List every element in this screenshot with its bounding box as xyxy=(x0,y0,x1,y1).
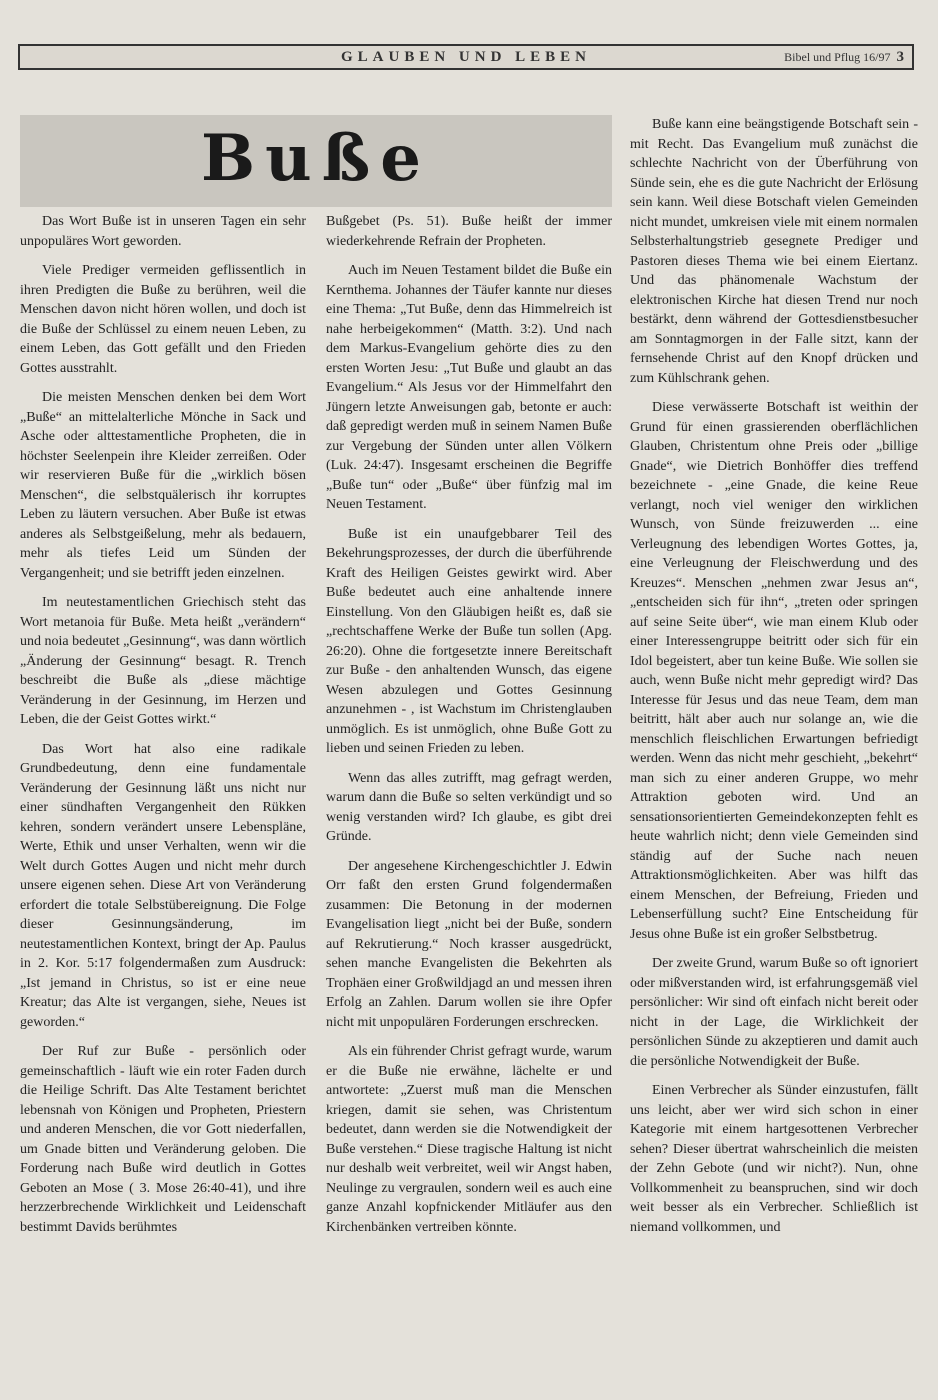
title-banner xyxy=(20,115,612,207)
section-title: GLAUBEN UND LEBEN xyxy=(340,49,592,65)
paragraph: Das Wort Buße ist in unseren Tagen ein sehr unpopuläres Wort geworden. xyxy=(20,214,306,249)
paragraph: Die meisten Menschen denken bei dem Wort „Buße“ an mittelalterliche Mönche in Sack und Asche oder alttestamentliche Propheten, die in höchster Seelenpein ihre Kleider zerreißen. Oder wir reservieren Buße für die „wirklich bösen Menschen“, die selbstquälerisch ihr korruptes Leben zu läutern versuchen. Aber Buße ist etwas anderes als Selbstgeißelung, mehr als bedauern, mehr als tiefes Leid um Sünden der Vergangenheit; und sie betrifft jeden einzelnen. xyxy=(20,390,306,581)
paragraph: Im neutestamentlichen Griechisch steht das Wort metanoia für Buße. Meta heißt „verändern“ und noia bedeutet „Gesinnung“, was dann wörtlich „Änderung der Gesinnung“ besagt. R. Trench beschreibt die Buße als „diese mächtige Veränderung in der Gesinnung, im Herzen und Leben, die der Geist Gottes wirkt.“ xyxy=(20,595,306,727)
paragraph: Bußgebet (Ps. 51). Buße heißt der immer wiederkehrende Refrain der Propheten. xyxy=(326,214,612,249)
article-column-3 xyxy=(630,115,918,1247)
paragraph: Buße kann eine beängstigende Botschaft sein - mit Recht. Das Evangelium muß zunächst die schlechte Nachricht von der Überführung von Sünde sein, ehe es die gute Nachricht der Erlösung sein kann. Weil diese Botschaft vielen Gemeinden nicht mundet, umkreisen viele mit einem normalen Selbsterhaltungstrieb gesegnete Prediger und Pastoren dieses Thema wie bei einem Eiertanz. Und das phänomenale Wachstum der elektronischen Kirche hat diesen Trend nur noch bestärkt, denn während der Gottesdienstbesucher am Sonntagmorgen in der Falle sitzt, kann der fernsehende Christ auf den Knopf drücken und zum Kühlschrank gehen. xyxy=(630,117,918,386)
paragraph: Das Wort hat also eine radikale Grundbedeutung, denn eine fundamentale Veränderung der Gesinnung läßt uns nicht nur einer sündhaften Vergangenheit den Rükken kehren, sondern verändert unsere Lebenspläne, Werte, Ethik und unser Verhalten, wenn wir die Welt durch Gottes Augen und nicht mehr durch unsere eigenen sehen. Diese Art von Veränderung erfordert die totale Selbstübereignung. Die Folge dieser Gesinnungsänderung, im neutestamentlichen Kontext, bringt der Ap. Paulus in 2. Kor. 5:17 folgendermaßen zum Ausdruck: „Ist jemand in Christus, so ist er eine neue Kreatur; das Alte ist vergangen, siehe, Neues ist geworden.“ xyxy=(20,741,306,1030)
paragraph: Der zweite Grund, warum Buße so oft ignoriert oder mißverstanden wird, ist erfahrungsgemäß viel persönlicher: Wir sind oft einfach nicht bereit oder nicht in der Lage, die Wirklichkeit der persönlichen Sünde zu akzeptieren und damit auch die persönliche Notwendigkeit der Buße. xyxy=(630,956,918,1069)
paragraph: Buße ist ein unaufgebbarer Teil des Bekehrungsprozesses, der durch die überführende Kraft des Heiligen Geistes gewirkt wird. Aber Buße bedeutet auch eine anhaltende innere Einstellung. Von den Gläubigen heißt es, daß sie „rechtschaffene Werke der Buße tun sollen (Apg. 26:20). Ohne die fortgesetzte innere Bereitschaft zur Buße - den anhaltenden Wunsch, das eigene Wesen abzulegen und Gottes Gesinnung anzunehmen - , ist Wachstum im Christenglauben unmöglich. Es ist unmöglich, ohne Buße Gott zu lieben und seinen Frieden zu leben. xyxy=(326,526,612,756)
paragraph: Diese verwässerte Botschaft ist weithin der Grund für einen grassierenden oberflächlichen Glauben, Christentum ohne Preis oder „billige Gnade“, wie Dietrich Bonhöffer dies treffend bezeichnete - „eine Gnade, die keine Reue verlangt, noch viel weniger den wirklichen Wunsch, von Sünde freizuwerden ... eine Verleugnung des lebendigen Wortes Gottes, ja, eine Verleugnung der Fleischwerdung und des Kreuzes“. Menschen „nehmen zwar Jesus an“, „entscheiden sich für ihn“, „treten oder springen auf seine Seite über“, wie man einem Klub oder einer Interessengruppe beitritt oder sich für ein Idol begeistert, aber tun keine Buße. Wie sollen sie auch, wenn Buße nicht mehr gepredigt wird? Das Interesse für Jesus und das neue Team, dem man beitritt, hält aber auch nur solange an, wie die menschlich fleischlichen Erwartungen befriedigt werden. Wenn das nicht mehr geschieht, „bekehrt“ man sich zu einer anderen Gruppe, wo mehr Attraktion geboten wird. Und an sensationsorientierten Gemeindekonzepten fehlt es heute wahrlich nicht; denn viele Gemeinden sind ständig auf der Suche nach neuen Attraktionsmöglichkeiten. Aber was hilft das einem Menschen, der Befreiung, Frieden und Lebenserfüllung sucht? Eine Entscheidung für Jesus ohne Buße ist ein großer Selbstbetrug. xyxy=(630,400,918,942)
publication-name: Bibel und Pflug 16/97 xyxy=(784,50,891,64)
paragraph: Einen Verbrecher als Sünder einzustufen, fällt uns leicht, aber wer wird sich schon in einer Kategorie mit einem hartgesottenen Verbrecher sehen? Dieser übertrat wahrscheinlich die meisten der Zehn Gebote (und wir nicht?). Nun, ohne Vollkommenheit zu beanspruchen, sind wir doch weit besser als ein Verbrecher. Schließlich ist niemand vollkommen, und xyxy=(630,1083,918,1235)
paragraph: Der angesehene Kirchengeschichtler J. Edwin Orr faßt den ersten Grund folgendermaßen zusammen: Die Betonung in der modernen Evangelisation liegt „nicht bei der Buße, sondern auf Rekrutierung.“ Noch krasser ausgedrückt, sehen manche Evangelisten die Bekehrten als Trophäen einer Großwildjagd an und messen ihren Erfolg an Zahlen. Darum wollen sie ihre Opfer nicht mit unpopulären Forderungen erschrecken. xyxy=(326,858,612,1030)
paragraph: Der Ruf zur Buße - persönlich oder gemeinschaftlich - läuft wie ein roter Faden durch die Heilige Schrift. Das Alte Testament berichtet lebensnah von Königen und Propheten, Priestern und anderen Menschen, die vor Gott niederfallen, um Gnade bitten und Veränderung geloben. Die Forderung nach Buße wird deutlich in Gottes Geboten an Mose ( 3. Mose 26:40-41), und ihre herzzerbrechende Wirklichkeit und Leidenschaft bestimmt Davids berühmtes xyxy=(20,1044,306,1235)
paragraph: Viele Prediger vermeiden geflissentlich in ihren Predigten die Buße zu berühren, weil die Menschen davon nicht hören wollen, und doch ist die Buße der Schlüssel zu einem neuen Leben, zu einem Leben, das Gott gefällt und den Frieden Gottes ausstrahlt. xyxy=(20,263,306,376)
article-title: Buße xyxy=(201,121,431,196)
paragraph: Wenn das alles zutrifft, mag gefragt werden, warum dann die Buße so selten verkündigt und so wenig verstanden wird? Ich glaube, es gibt drei Gründe. xyxy=(326,770,612,844)
page-number: 3 xyxy=(896,49,904,65)
paragraph: Als ein führender Christ gefragt wurde, warum er die Buße nie erwähne, lächelte er und antwortete: „Zuerst muß man die Menschen kriegen, damit sie sehen, was Christentum bedeutet, dann werden sie die Notwendigkeit der Buße verstehen.“ Diese tragische Haltung ist nicht nur deshalb weit verbreitet, weil wir Angst haben, Neulinge zu vergraulen, sondern weil es auch eine ganze Anzahl kopfnickender Mitläufer aus den Kirchenbänken vertreiben könnte. xyxy=(326,1044,612,1235)
paragraph: Auch im Neuen Testament bildet die Buße ein Kernthema. Johannes der Täufer kannte nur dieses eine Thema: „Tut Buße, denn das Himmelreich ist nahe herbeigekommen“ (Matth. 3:2). Und nach dem Markus-Evangelium gehörte dies zu den ersten Worten Jesu: „Tut Buße und glaubt an das Evangelium.“ Als Jesus vor der Himmelfahrt den Jüngern letzte Anweisungen gab, betonte er auch: daß gepredigt werden muß in seinem Namen Buße zur Vergebung der Sünden unter allen Völkern (Luk. 24:47). Insgesamt erscheinen die Begriffe „Buße tun“ oder „Buße“ über fünfzig mal im Neuen Testament. xyxy=(326,263,612,512)
article-column-2 xyxy=(326,212,612,1247)
page-header xyxy=(18,44,914,70)
publication-info xyxy=(784,49,904,66)
article-column-1 xyxy=(20,212,306,1247)
